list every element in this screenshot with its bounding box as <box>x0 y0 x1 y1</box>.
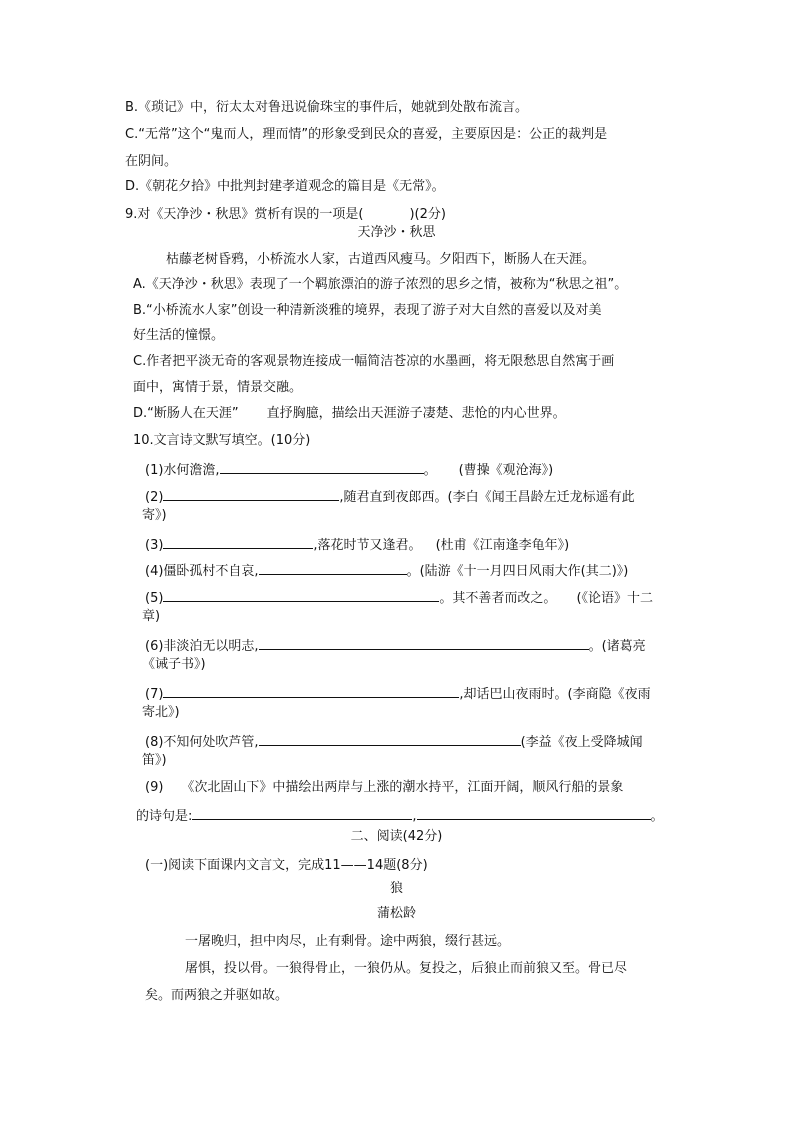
q10-item-1 <box>145 459 553 480</box>
q9-option-b-line1: B.“小桥流水人家”创设一种清新淡雅的境界，表现了游子对大自然的喜爱以及对美 <box>133 303 602 318</box>
q10-item-2-source-cont: 寄》) <box>142 508 167 523</box>
q8-option-c-line2: 在阴间。 <box>125 154 178 169</box>
q10-item-5-number: (5) <box>145 591 164 606</box>
q10-item-9-comma: , <box>412 809 417 824</box>
q9-stem-text: 9.对《天净沙・秋思》赏析有误的一项是( <box>125 207 364 222</box>
q10-item-9 <box>145 779 623 797</box>
q10-item-4 <box>145 560 628 581</box>
q10-item-1-period: 。 <box>423 463 437 478</box>
text-author: 蒲松龄 <box>376 906 416 921</box>
q9-option-c-line1: C.作者把平淡无奇的客观景物连接成一幅简洁苍凉的水墨画，将无限愁思自然寓于画 <box>133 354 615 369</box>
q10-item-8-source: (李益《夜上受降城闻 <box>520 735 643 750</box>
q10-item-6-blank[interactable] <box>259 635 589 650</box>
q10-item-2-blank[interactable] <box>163 486 339 501</box>
q9-option-d-text: 直抒胸臆，描绘出天涯游子凄楚、悲怆的内心世界。 <box>266 406 566 421</box>
q8-option-d: D.《朝花夕拾》中批判封建孝道观念的篇目是《无常》。 <box>125 179 445 194</box>
q10-item-2-number: (2) <box>145 490 164 505</box>
q9-option-a: A.《天净沙・秋思》表现了一个羁旅漂泊的游子浓烈的思乡之情，被称为“秋思之祖”。 <box>133 277 628 292</box>
q10-item-6-source-cont: 《诫子书》) <box>142 657 206 672</box>
q10-item-9-text: 《次北固山下》中描绘出两岸与上涨的潮水持平，江面开阔，顺风行船的景象 <box>181 780 624 795</box>
q10-item-5-source-cont: 章) <box>142 609 161 624</box>
q10-item-9-blank-1[interactable] <box>192 805 412 820</box>
section-2-subheading: (一)阅读下面课内文言文，完成11——14题(8分) <box>145 858 428 873</box>
q10-item-5 <box>145 587 653 608</box>
q8-option-b: B.《琐记》中，衍太太对鲁迅说偷珠宝的事件后，她就到处散布流言。 <box>125 100 529 115</box>
q10-item-4-prompt: (4)僵卧孤村不自哀, <box>145 564 259 579</box>
q10-item-7-blank[interactable] <box>163 683 459 698</box>
q10-item-7-number: (7) <box>145 687 164 702</box>
text-title: 狼 <box>389 881 403 896</box>
q9-option-d <box>133 405 566 423</box>
q9-stem-score: )(2分) <box>409 207 446 222</box>
q9-poem-text: 枯藤老树昏鸦，小桥流水人家，古道西风瘦马。夕阳西下，断肠人在天涯。 <box>166 252 596 267</box>
q9-option-b-line2: 好生活的憧憬。 <box>133 328 225 343</box>
q10-item-3-text: ,落花时节又逢君。 <box>313 538 422 553</box>
q10-item-8 <box>145 731 643 752</box>
q10-item-3 <box>145 534 569 555</box>
q10-item-8-source-cont: 笛》) <box>142 753 167 768</box>
q10-item-9-prompt: 的诗句是: <box>136 809 193 824</box>
q10-item-4-source: 。(陆游《十一月四日风雨大作(其二)》) <box>406 564 629 579</box>
q9-stem <box>125 204 446 224</box>
q10-item-5-text: 。其不善者而改之。 <box>439 591 557 606</box>
q10-item-1-blank[interactable] <box>220 459 424 474</box>
q10-item-9-number: (9) <box>145 780 164 795</box>
q10-item-4-blank[interactable] <box>259 560 407 575</box>
q10-item-5-source: (《论语》十二 <box>576 591 654 606</box>
q8-option-c-line1: C.“无常”这个“鬼而人，理而情”的形象受到民众的喜爱，主要原因是：公正的裁判是 <box>125 127 608 142</box>
q9-poem-title: 天净沙・秋思 <box>357 225 436 240</box>
text-paragraph-2-line2: 矣。而两狼之并驱如故。 <box>145 988 289 1003</box>
q10-item-2-text: ,随君直到夜郎西。(李白《闻王昌龄左迁龙标遥有此 <box>339 490 635 505</box>
section-2-title: 二、阅读(42分) <box>350 829 443 844</box>
text-paragraph-1: 一屠晚归，担中肉尽，止有剩骨。途中两狼，缀行甚远。 <box>185 934 511 949</box>
q9-answer-blank[interactable] <box>363 204 409 218</box>
q10-item-7 <box>145 683 651 704</box>
q10-stem: 10.文言诗文默写填空。(10分) <box>133 433 311 448</box>
q9-option-d-quote: D.“断肠人在天涯” <box>133 406 239 421</box>
q10-item-1-prompt: (1)水何澹澹, <box>145 463 220 478</box>
q10-item-7-text: ,却话巴山夜雨时。(李商隐《夜雨 <box>459 687 651 702</box>
q10-item-2 <box>145 486 635 507</box>
q10-item-6 <box>145 635 646 656</box>
q10-item-9-period: 。 <box>650 809 664 824</box>
q10-item-3-source: (杜甫《江南逢李龟年》) <box>435 538 570 553</box>
q10-item-8-prompt: (8)不知何处吹芦管, <box>145 735 259 750</box>
q10-item-6-source: 。(诸葛亮 <box>588 639 646 654</box>
q10-item-3-number: (3) <box>145 538 164 553</box>
q10-item-9-blank-2[interactable] <box>417 805 651 820</box>
q9-option-c-line2: 面中，寓情于景，情景交融。 <box>133 380 303 395</box>
q10-item-9-answer <box>136 805 664 826</box>
q10-item-7-source-cont: 寄北》) <box>142 705 180 720</box>
q10-item-8-blank[interactable] <box>259 731 521 746</box>
text-paragraph-2-line1: 屠惧，投以骨。一狼得骨止，一狼仍从。复投之，后狼止而前狼又至。骨已尽 <box>185 961 628 976</box>
q10-item-5-blank[interactable] <box>163 587 439 602</box>
q10-item-1-source: (曹操《观沧海》) <box>458 463 554 478</box>
q10-item-3-blank[interactable] <box>163 534 313 549</box>
q10-item-6-prompt: (6)非淡泊无以明志, <box>145 639 259 654</box>
